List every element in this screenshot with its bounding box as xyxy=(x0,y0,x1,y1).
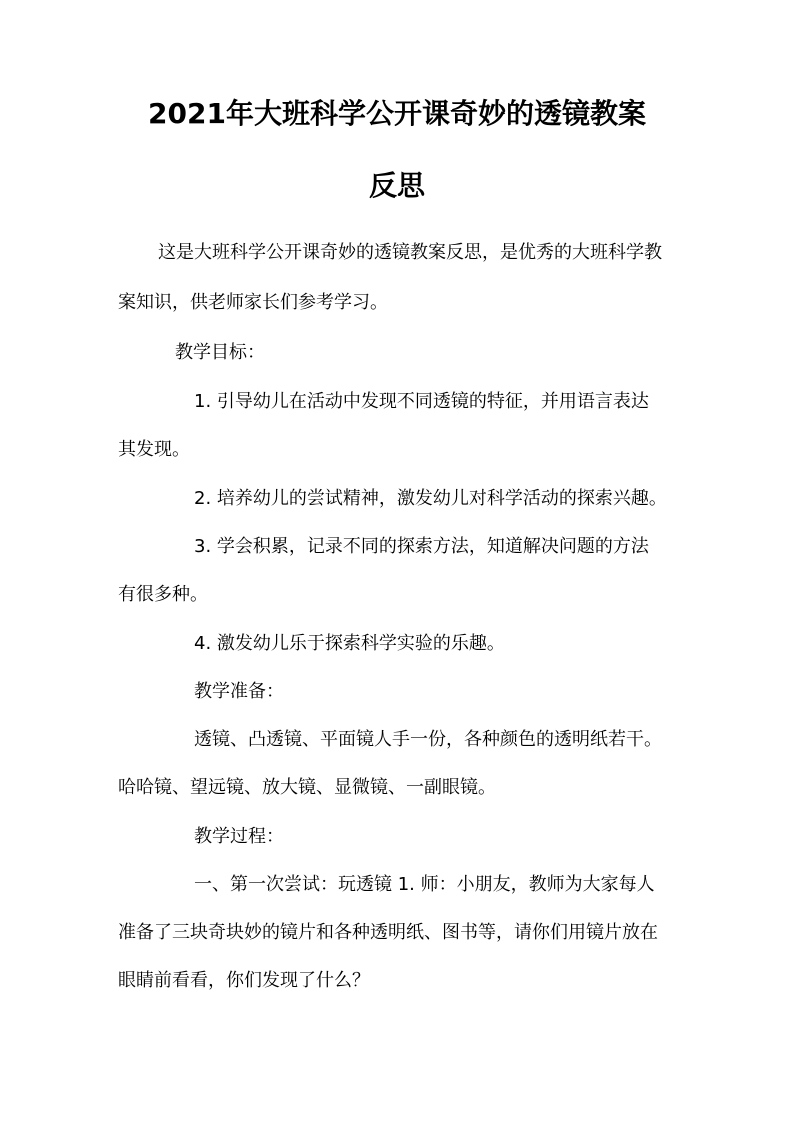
process-heading: 教学过程： xyxy=(194,826,284,847)
process-line-1: 一、第一次尝试：玩透镜 1. 师：小朋友，教师为大家每人 xyxy=(194,874,655,895)
intro-line-2: 案知识，供老师家长们参考学习。 xyxy=(118,292,388,313)
process-line-2: 准备了三块奇块妙的镜片和各种透明纸、图书等，请你们用镜片放在 xyxy=(118,922,658,943)
goal-item-4: 4. 激发幼儿乐于探索科学实验的乐趣。 xyxy=(194,633,505,654)
goal-item-2: 2. 培养幼儿的尝试精神，激发幼儿对科学活动的探索兴趣。 xyxy=(194,488,667,509)
process-line-3: 眼睛前看看，你们发现了什么？ xyxy=(118,970,370,991)
prep-heading: 教学准备： xyxy=(194,681,284,702)
goal-item-1-line-2: 其发现。 xyxy=(118,439,190,460)
document-title-line-2: 反思 xyxy=(368,169,425,202)
goal-item-1-line-1: 1. 引导幼儿在活动中发现不同透镜的特征，并用语言表达 xyxy=(194,391,649,412)
document-title-line-1: 2021年大班科学公开课奇妙的透镜教案 xyxy=(148,97,646,130)
goal-item-3-line-1: 3. 学会积累，记录不同的探索方法，知道解决问题的方法 xyxy=(194,536,649,557)
goal-item-3-line-2: 有很多种。 xyxy=(118,584,208,605)
goals-heading: 教学目标： xyxy=(175,342,265,363)
prep-line-2: 哈哈镜、望远镜、放大镜、显微镜、一副眼镜。 xyxy=(118,777,496,798)
prep-line-1: 透镜、凸透镜、平面镜人手一份，各种颜色的透明纸若干。 xyxy=(194,729,662,750)
intro-line-1: 这是大班科学公开课奇妙的透镜教案反思，是优秀的大班科学教 xyxy=(158,242,662,263)
